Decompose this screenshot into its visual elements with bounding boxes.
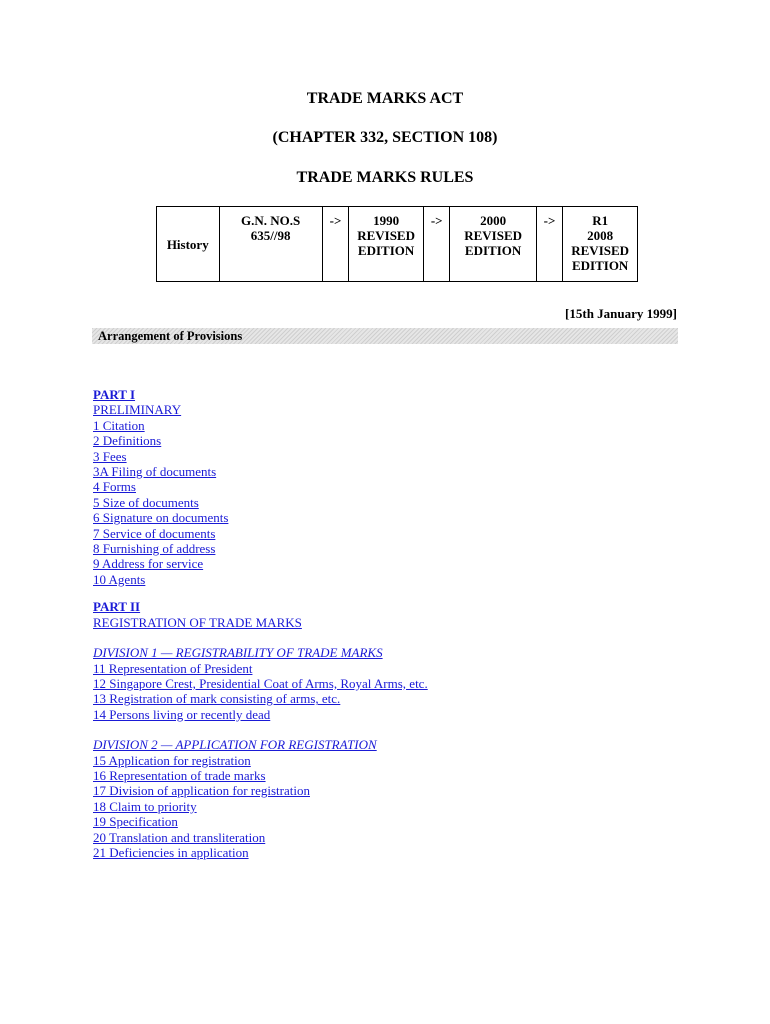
part-2-link[interactable]: PART II [93, 599, 141, 615]
arrow-text: -> [430, 213, 443, 228]
edition-line: EDITION [571, 258, 629, 273]
edition-2008-cell[interactable] [563, 207, 638, 282]
history-label: History [166, 236, 209, 252]
arrangement-bar [92, 328, 678, 344]
history-cell [157, 207, 220, 282]
toc-item-link[interactable]: 11 Representation of President [93, 660, 253, 676]
toc-item-link[interactable]: 18 Claim to priority [93, 798, 197, 814]
toc-item-link[interactable]: 14 Persons living or recently dead [93, 706, 271, 722]
division-2-link[interactable]: DIVISION 2 — APPLICATION FOR REGISTRATION [93, 737, 377, 753]
toc-item-link[interactable]: 2 Definitions [93, 433, 162, 449]
gn-line: G.N. NO.S [241, 213, 301, 228]
toc-item-link[interactable]: 13 Registration of mark consisting of arms, etc. [93, 691, 341, 707]
edition-line: 1990 [373, 213, 400, 228]
toc-item-link[interactable]: 3 Fees [93, 448, 127, 464]
history-table [156, 206, 638, 282]
gn-cell[interactable] [219, 207, 322, 282]
arrow-text: -> [329, 213, 342, 228]
toc-item-link[interactable]: 5 Size of documents [93, 494, 199, 510]
edition-2000-cell[interactable] [450, 207, 536, 282]
arrow-cell [322, 207, 349, 282]
toc-item-link[interactable]: 10 Agents [93, 571, 146, 587]
edition-line: REVISED [464, 228, 522, 243]
part-1-title-link[interactable]: PRELIMINARY [93, 402, 182, 418]
toc-item-link[interactable]: 16 Representation of trade marks [93, 767, 266, 783]
arrangement-label: Arrangement of Provisions [98, 329, 243, 343]
toc-item-link[interactable]: 17 Division of application for registration [93, 783, 310, 799]
toc-item-link[interactable]: 1 Citation [93, 417, 145, 433]
toc-item-link[interactable]: 9 Address for service [93, 556, 204, 572]
part-1-link[interactable]: PART I [93, 387, 136, 402]
division-1-items [93, 661, 428, 723]
commencement-date: [15th January 1999] [565, 306, 677, 321]
toc-item-link[interactable]: 8 Furnishing of address [93, 541, 216, 557]
edition-line: REVISED [571, 243, 630, 258]
act-title: TRADE MARKS ACT [306, 90, 464, 107]
edition-line: REVISED [357, 228, 415, 243]
toc-item-link[interactable]: 20 Translation and transliteration [93, 829, 266, 845]
division-1-link[interactable]: DIVISION 1 — REGISTRABILITY OF TRADE MARKS [93, 645, 383, 661]
toc-item-link[interactable]: 21 Deficiencies in application [93, 844, 249, 860]
toc-item-link[interactable]: 7 Service of documents [93, 525, 216, 541]
toc-item-link[interactable]: 4 Forms [93, 479, 136, 495]
toc-item-link[interactable]: 15 Application for registration [93, 752, 251, 768]
edition-1990-cell[interactable] [349, 207, 424, 282]
part-1-items [93, 418, 428, 587]
chapter-title: (CHAPTER 332, SECTION 108) [272, 129, 498, 146]
toc-item-link[interactable]: 6 Signature on documents [93, 510, 229, 526]
arrow-text: -> [543, 213, 556, 228]
part-2-title-link[interactable]: REGISTRATION OF TRADE MARKS [93, 614, 302, 630]
edition-line: EDITION [464, 243, 522, 258]
edition-line: 2000 [480, 213, 507, 228]
edition-line: R1 [592, 213, 609, 228]
gn-line: 635//98 [250, 228, 291, 243]
arrow-cell [423, 207, 450, 282]
edition-line: 2008 [587, 228, 614, 243]
arrow-cell [536, 207, 563, 282]
rules-title: TRADE MARKS RULES [296, 169, 474, 186]
toc-item-link[interactable]: 19 Specification [93, 814, 178, 830]
toc-item-link[interactable]: 3A Filing of documents [93, 464, 217, 480]
division-2-items [93, 753, 428, 861]
toc-item-link[interactable]: 12 Singapore Crest, Presidential Coat of Arms, Royal Arms, etc. [93, 675, 428, 691]
table-of-contents [93, 387, 428, 860]
edition-line: EDITION [357, 243, 415, 258]
